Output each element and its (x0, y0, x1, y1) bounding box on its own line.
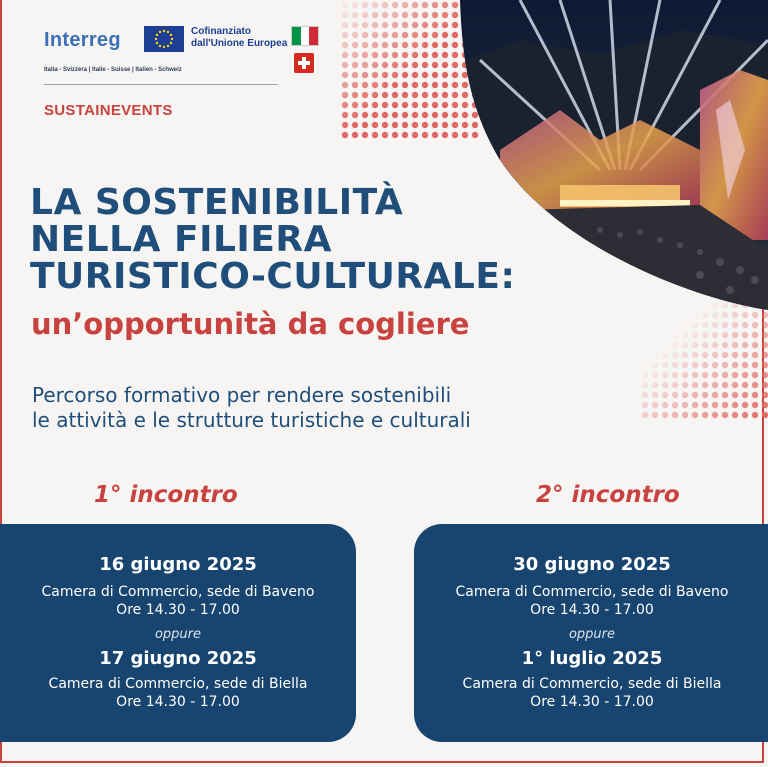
session2-date1: 30 giugno 2025 (513, 554, 671, 575)
logo-divider (44, 84, 278, 85)
title-line1: LA SOSTENIBILITÀ (30, 182, 404, 223)
page-title (30, 184, 515, 295)
subtitle: un’opportunità da cogliere (31, 307, 470, 341)
switzerland-flag-icon (294, 53, 314, 73)
intro-text (32, 383, 471, 433)
session1-date1: 16 giugno 2025 (99, 554, 257, 575)
session1-place1: Camera di Commercio, sede di Baveno (41, 584, 315, 600)
session1-place2: Camera di Commercio, sede di Biella (48, 676, 308, 692)
session1-date2: 17 giugno 2025 (99, 648, 257, 669)
session2-or: oppure (568, 627, 616, 642)
session2-card (414, 524, 768, 742)
title-line3: TURISTICO-CULTURALE: (30, 256, 516, 297)
project-name: SUSTAINEVENTS (44, 102, 173, 119)
session2-date2: 1° luglio 2025 (521, 648, 663, 669)
intro-line1: Percorso formativo per rendere sostenibili (32, 383, 452, 407)
eu-flag-icon (144, 26, 184, 52)
intro-line2: le attività e le strutture turistiche e culturali (32, 408, 471, 432)
session1-time2: Ore 14.30 - 17.00 (116, 694, 240, 710)
session2-time2: Ore 14.30 - 17.00 (530, 694, 654, 710)
session1-time1: Ore 14.30 - 17.00 (116, 602, 240, 618)
eu-text-line2: dall'Unione Europea (191, 38, 288, 49)
italy-flag-icon (291, 26, 319, 46)
session2-heading: 2° incontro (536, 482, 680, 508)
session2-place1: Camera di Commercio, sede di Baveno (455, 584, 729, 600)
session1-heading: 1° incontro (94, 482, 238, 508)
interreg-countries: Italia - Svizzera | Italie - Suisse | Italien - Schweiz (44, 67, 182, 73)
session2-place2: Camera di Commercio, sede di Biella (462, 676, 722, 692)
session1-or: oppure (154, 627, 202, 642)
title-line2: NELLA FILIERA (30, 219, 332, 260)
eu-cofunding-text (191, 26, 287, 50)
session2-time1: Ore 14.30 - 17.00 (530, 602, 654, 618)
interreg-logo: Interreg (44, 29, 121, 51)
eu-text-line1: Cofinanziato (191, 26, 251, 37)
session1-card (0, 524, 356, 742)
